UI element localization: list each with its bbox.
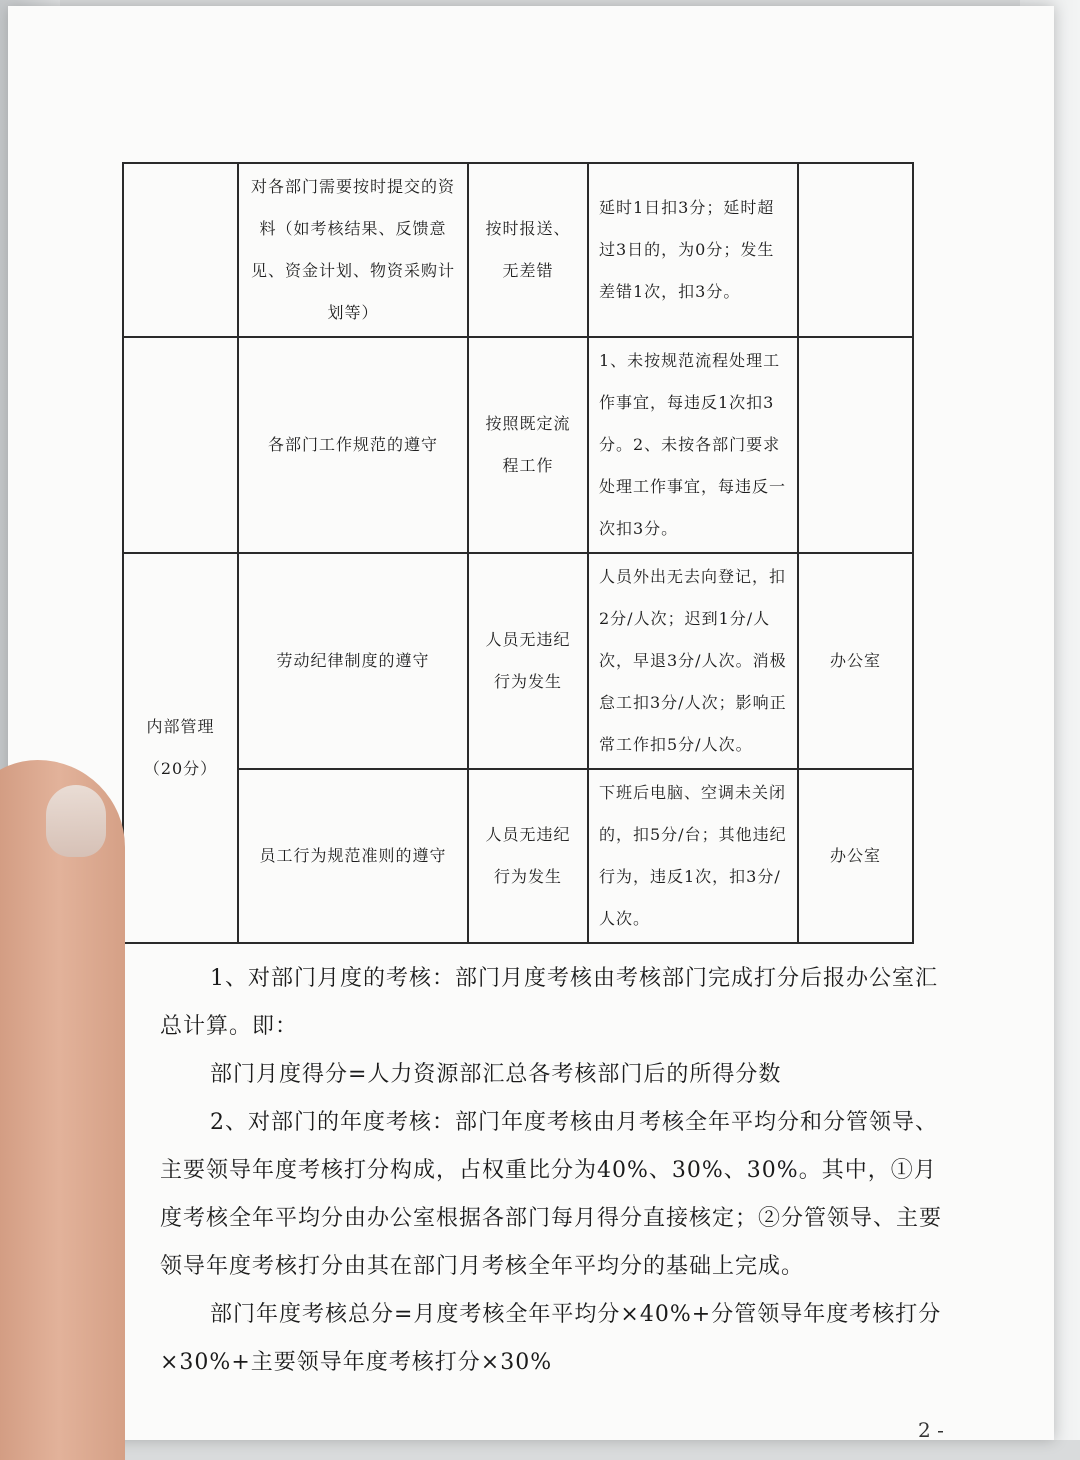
hand-photo <box>0 760 125 1460</box>
department-cell: 办公室 <box>798 769 913 943</box>
paragraph-monthly-assessment: 1、对部门月度的考核：部门月度考核由考核部门完成打分后报办公室汇总计算。即： <box>160 966 938 1039</box>
standard-cell: 按时报送、无差错 <box>468 163 588 337</box>
table-row <box>123 553 913 769</box>
page-number: 2 - <box>918 1418 944 1442</box>
department-cell <box>798 337 913 553</box>
body-text <box>160 955 950 1387</box>
deduction-cell: 1、未按规范流程处理工作事宜，每违反1次扣3分。2、未按各部门要求处理工作事宜，每违反一次扣3分。 <box>588 337 798 553</box>
category-cell <box>123 163 238 337</box>
department-cell: 办公室 <box>798 553 913 769</box>
assessment-table <box>122 162 914 944</box>
table-row <box>123 337 913 553</box>
deduction-cell: 延时1日扣3分；延时超过3日的，为0分；发生差错1次，扣3分。 <box>588 163 798 337</box>
deduction-cell: 人员外出无去向登记，扣2分/人次；迟到1分/人次，早退3分/人次。消极怠工扣3分/人次；影响正常工作扣5分/人次。 <box>588 553 798 769</box>
item-cell: 对各部门需要按时提交的资料（如考核结果、反馈意见、资金计划、物资采购计划等） <box>238 163 468 337</box>
item-cell: 员工行为规范准则的遵守 <box>238 769 468 943</box>
standard-cell: 人员无违纪行为发生 <box>468 553 588 769</box>
category-cell: 内部管理（20分） <box>123 553 238 943</box>
formula-annual-score: 部门年度考核总分=月度考核全年平均分×40%+分管领导年度考核打分×30%+主要领导年度考核打分×30% <box>160 1302 942 1375</box>
table-row <box>123 769 913 943</box>
category-cell <box>123 337 238 553</box>
standard-cell: 按照既定流程工作 <box>468 337 588 553</box>
standard-cell: 人员无违纪行为发生 <box>468 769 588 943</box>
item-cell: 劳动纪律制度的遵守 <box>238 553 468 769</box>
formula-monthly-score: 部门月度得分=人力资源部汇总各考核部门后的所得分数 <box>210 1062 782 1087</box>
department-cell <box>798 163 913 337</box>
deduction-cell: 下班后电脑、空调未关闭的，扣5分/台；其他违纪行为，违反1次，扣3分/人次。 <box>588 769 798 943</box>
table-row <box>123 163 913 337</box>
fingernail <box>46 785 106 857</box>
item-cell: 各部门工作规范的遵守 <box>238 337 468 553</box>
paragraph-annual-assessment: 2、对部门的年度考核：部门年度考核由月考核全年平均分和分管领导、主要领导年度考核打分构成，占权重比分为40%、30%、30%。其中，①月度考核全年平均分由办公室根据各部门每月得分直接核定；②分管领导、主要领导年度考核打分由其在部门月考核全年平均分的基础上完成。 <box>160 1110 943 1279</box>
